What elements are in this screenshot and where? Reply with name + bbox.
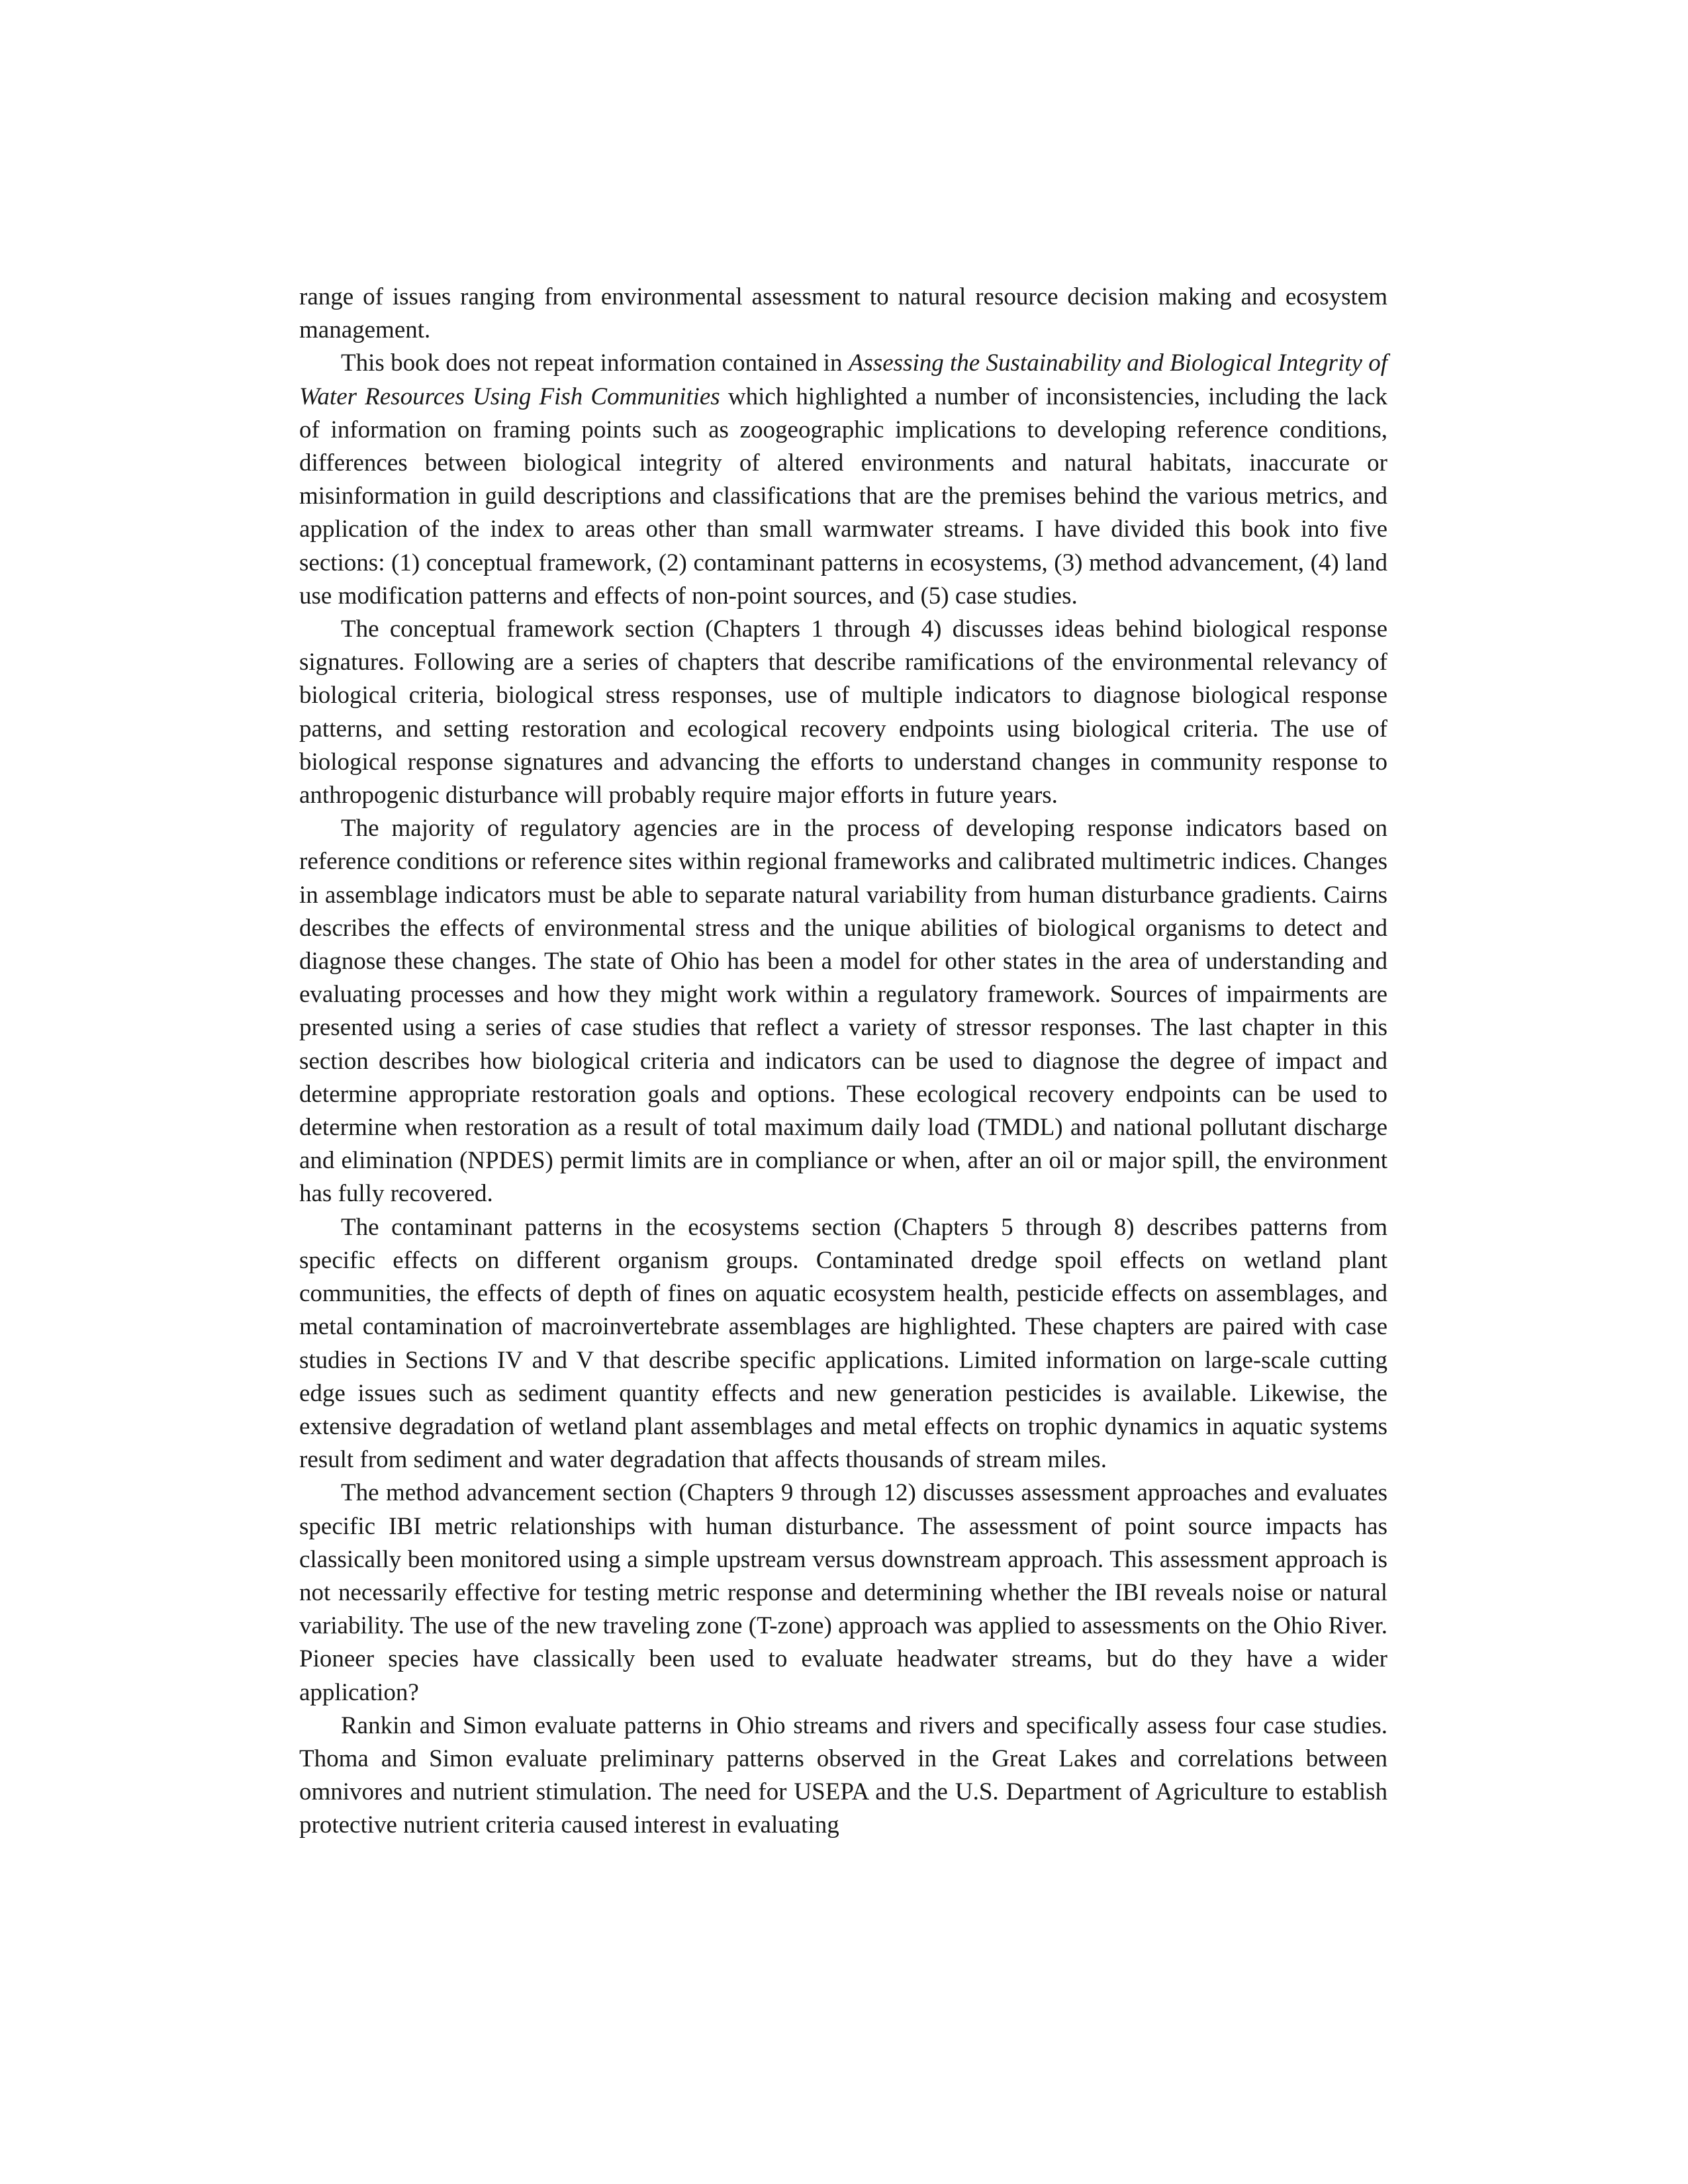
paragraph-rankin-simon: Rankin and Simon evaluate patterns in Ohio streams and rivers and specifically assess four case studies. Thoma and Simon evaluate preliminary patterns observed in the Great Lakes and correlations between omnivores and nutrient stimulation. The need for USEPA and the U.S. Department of Agriculture to establish protective nutrient criteria caused interest in evaluating [299,1711,1387,1839]
paragraph-text-part: which highlighted a number of inconsistencies, including the lack of information on framing points such as zoogeographic implications to developing reference conditions, differences between biological integrity of altered environments and natural habitats, inaccurate or misinformation in guild descriptions and classifications that are the premises behind the various metrics, and application of the index to areas other than small warmwater streams. I have divided this book into five sections: (1) conceptual framework, (2) contaminant patterns in ecosystems, (3) method advancement, (4) land use modification patterns and effects of non-point sources, and (5) case studies. [299,383,1387,610]
book-title-italic: Assessing the Sustainability and Biological Integrity of Water Resources Using Fish Communities [299,349,1387,410]
paragraph-book-scope [299,347,1387,613]
paragraph-method-advancement: The method advancement section (Chapters 9 through 12) discusses assessment approaches and evaluates specific IBI metric relationships with human disturbance. The assessment of point source impacts has classically been monitored using a simple upstream versus downstream approach. This assessment approach is not necessarily effective for testing metric response and determining whether the IBI reveals noise or natural variability. The use of the new traveling zone (T-zone) approach was applied to assessments on the Ohio River. Pioneer species have classically been used to evaluate headwater streams, but do they have a wider application? [299,1479,1387,1706]
body-text [299,281,1387,1843]
paragraph-conceptual-framework: The conceptual framework section (Chapters 1 through 4) discusses ideas behind biological response signatures. Following are a series of chapters that describe ramifications of the environmental relevancy of biological criteria, biological stress responses, use of multiple indicators to diagnose biological response patterns, and setting restoration and ecological recovery endpoints using biological criteria. The use of biological response signatures and advancing the efforts to understand changes in community response to anthropogenic disturbance will probably require major efforts in future years. [299,615,1387,809]
paragraph-text-part: This book does not repeat information contained in [341,349,849,377]
paragraph-regulatory-agencies: The majority of regulatory agencies are in the process of developing response indicators based on reference conditions or reference sites within regional frameworks and calibrated multimetric indices. Changes in assemblage indicators must be able to separate natural variability from human disturbance gradients. Cairns describes the effects of environmental stress and the unique abilities of biological organisms to detect and diagnose these changes. The state of Ohio has been a model for other states in the area of understanding and evaluating processes and how they might work within a regulatory framework. Sources of impairments are presented using a series of case studies that reflect a variety of stressor responses. The last chapter in this section describes how biological criteria and indicators can be used to diagnose the degree of impact and determine appropriate restoration goals and options. These ecological recovery endpoints can be used to determine when restoration as a result of total maximum daily load (TMDL) and national pollutant discharge and elimination (NPDES) permit limits are in compliance or when, after an oil or major spill, the environment has fully recovered. [299,815,1387,1208]
paragraph-continuation: range of issues ranging from environmental assessment to natural resource decision making and ecosystem management. [299,283,1387,344]
paragraph-contaminant-patterns: The contaminant patterns in the ecosystems section (Chapters 5 through 8) describes patterns from specific effects on different organism groups. Contaminated dredge spoil effects on wetland plant communities, the effects of depth of fines on aquatic ecosystem health, pesticide effects on assemblages, and metal contamination of macroinvertebrate assemblages are highlighted. These chapters are paired with case studies in Sections IV and V that describe specific applications. Limited information on large-scale cutting edge issues such as sediment quantity effects and new generation pesticides is available. Likewise, the extensive degradation of wetland plant assemblages and metal effects on trophic dynamics in aquatic systems result from sediment and water degradation that affects thousands of stream miles. [299,1213,1387,1474]
